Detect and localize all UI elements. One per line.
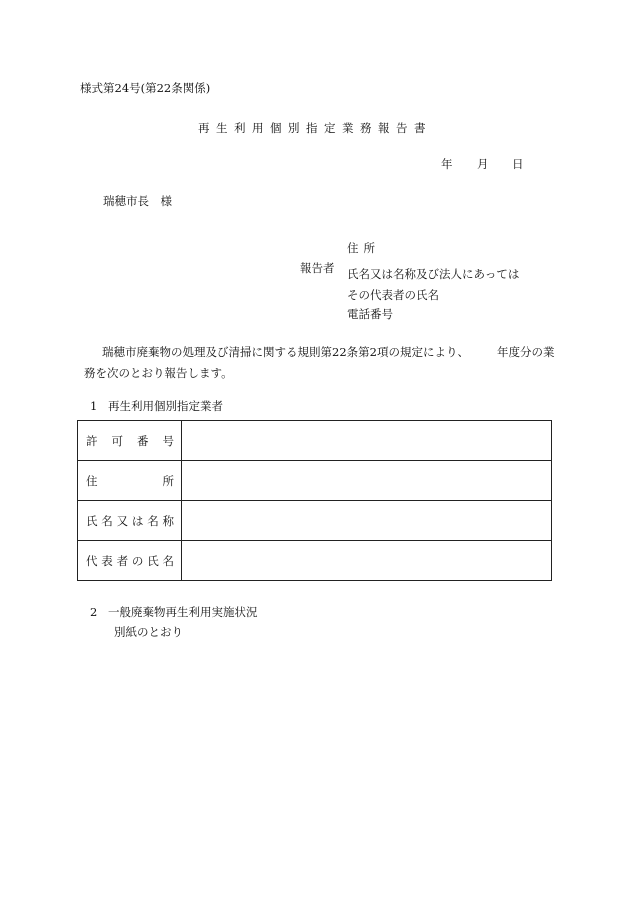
addressee: 瑞穂市長 様	[103, 194, 172, 208]
address-field[interactable]	[182, 461, 552, 501]
section2-title: 一般廃棄物再生利用実施状況	[108, 605, 258, 619]
table-row	[78, 461, 552, 501]
report-statement-part1: 瑞穂市廃棄物の処理及び清掃に関する規則第22条第2項の規定により、	[102, 345, 469, 359]
reporter-name-label: 氏名又は名称及び法人にあっては	[347, 267, 520, 281]
permit-number-field[interactable]	[182, 421, 552, 461]
date-day: 日	[512, 157, 524, 171]
date-year: 年	[441, 157, 453, 171]
reporter-phone-label: 電話番号	[347, 307, 393, 321]
registrant-table	[77, 420, 552, 581]
section2-number: 2	[90, 605, 98, 619]
reporter-address-label: 住所	[347, 241, 380, 255]
section1-heading	[90, 398, 223, 414]
name-label: 氏 名 又 は 名 称	[78, 501, 182, 541]
form-number: 様式第24号(第22条関係)	[80, 81, 211, 95]
section2-note: 別紙のとおり	[114, 625, 183, 639]
report-statement	[84, 342, 564, 384]
date-month: 月	[477, 157, 489, 171]
reporter-representative-label: その代表者の氏名	[347, 288, 439, 302]
name-field[interactable]	[182, 501, 552, 541]
section1-title: 再生利用個別指定業者	[108, 399, 223, 413]
section1-number: 1	[90, 399, 98, 413]
representative-name-label: 代 表 者 の 氏 名	[78, 541, 182, 581]
section2-heading	[90, 604, 258, 620]
representative-name-field[interactable]	[182, 541, 552, 581]
report-statement-part2: 年度分の業務を次のとおり報告します。	[84, 345, 555, 380]
table-row	[78, 501, 552, 541]
reporter-label: 報告者	[300, 261, 335, 275]
table-row	[78, 541, 552, 581]
document-title: 再生利用個別指定業務報告書	[198, 121, 432, 135]
address-label: 住 所	[78, 461, 182, 501]
table-row	[78, 421, 552, 461]
permit-number-label: 許 可 番 号	[78, 421, 182, 461]
